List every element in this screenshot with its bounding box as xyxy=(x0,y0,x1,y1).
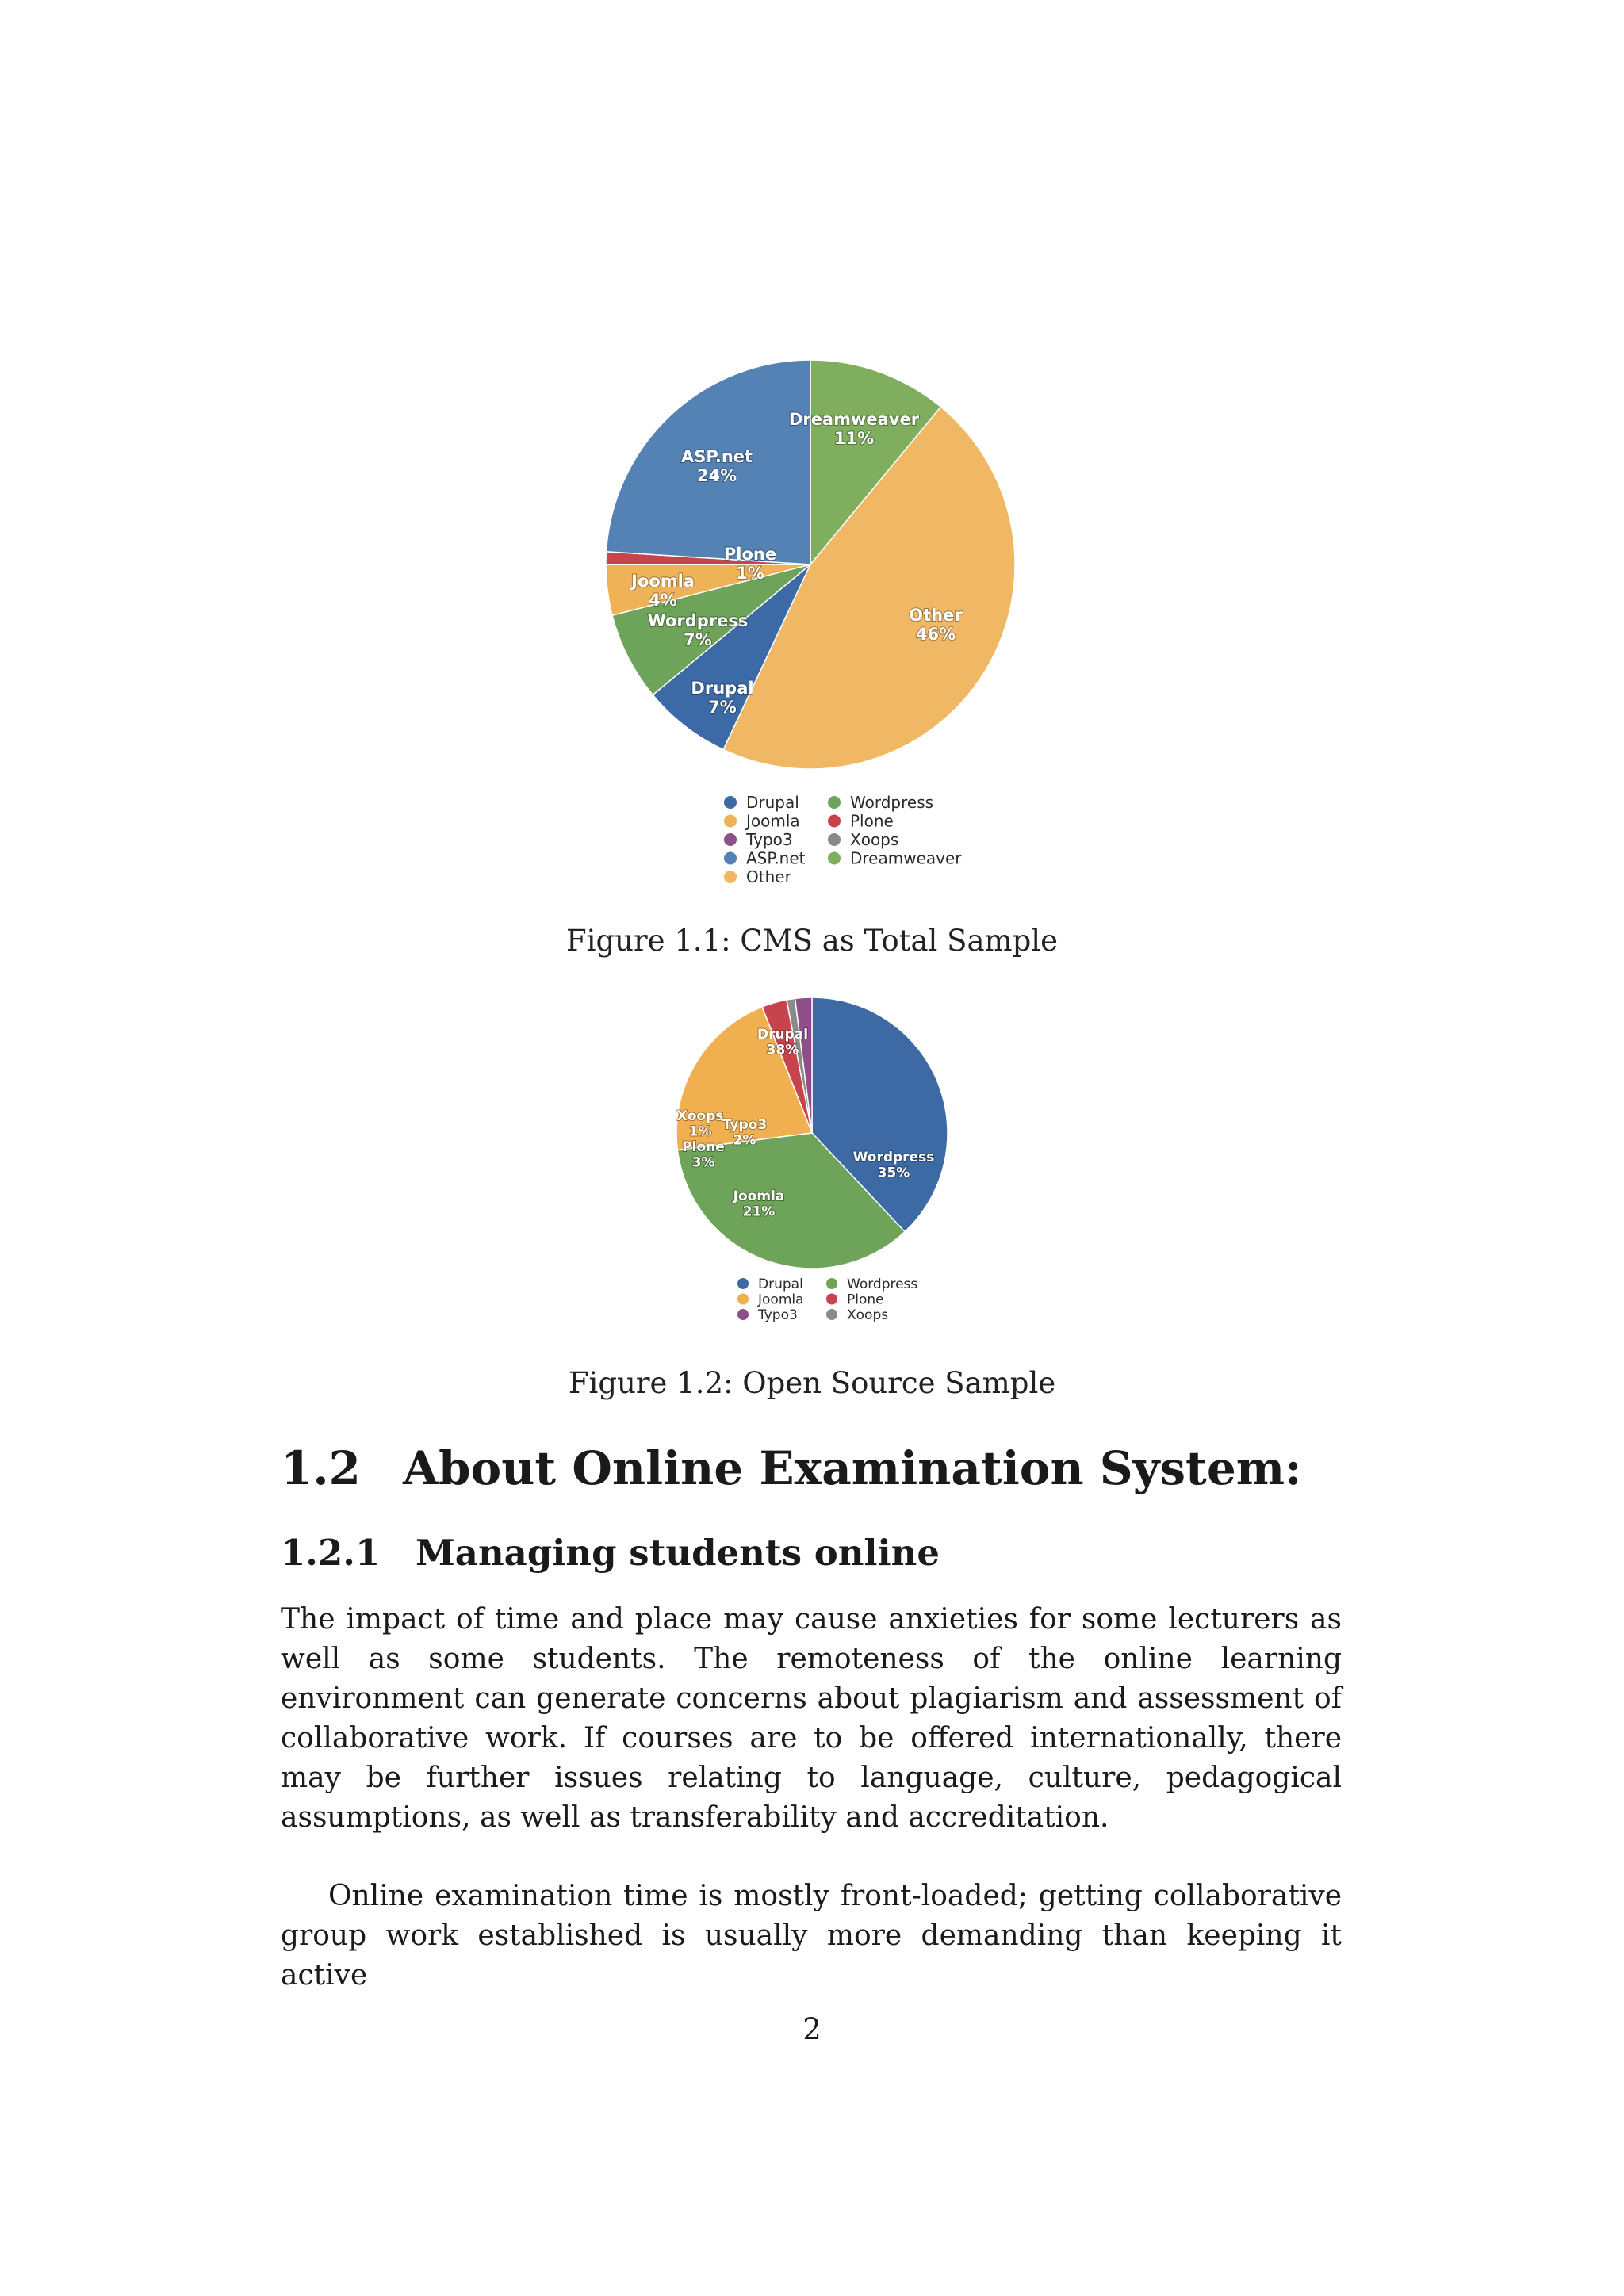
legend-label-plone: Plone xyxy=(847,1292,884,1308)
figure-caption-1: Figure 1.1: CMS as Total Sample xyxy=(565,924,1059,958)
legend-swatch-typo3 xyxy=(737,1309,749,1320)
body-paragraph-2: Online examination time is mostly front-loaded; getting collaborative group work established is usually more demanding than keeping it active xyxy=(281,1880,1342,1992)
slice-label-joomla: Joomla 4% xyxy=(631,572,695,610)
page-number: 2 xyxy=(802,2012,822,2046)
figure-caption-2: Figure 1.2: Open Source Sample xyxy=(568,1366,1056,1400)
legend-swatch-plone xyxy=(826,1294,837,1305)
subsection-title: Managing students online xyxy=(416,1532,940,1574)
slice-label-asp-net: ASP.net 24% xyxy=(680,447,753,486)
section-title: About Online Examination System: xyxy=(403,1441,1302,1495)
legend-label-typo3: Typo3 xyxy=(758,1307,798,1324)
section-heading xyxy=(281,1441,1302,1495)
subsection-heading xyxy=(281,1532,940,1574)
slice-label-plone: Plone 3% xyxy=(682,1139,725,1171)
slice-label-wordpress: Wordpress 35% xyxy=(852,1150,935,1181)
legend-swatch-xoops xyxy=(826,1309,837,1320)
legend-label-asp-net: ASP.net xyxy=(746,848,806,868)
slice-label-wordpress: Wordpress 7% xyxy=(647,611,749,650)
slice-label-typo3: Typo3 2% xyxy=(722,1117,768,1149)
slice-label-drupal: Drupal 7% xyxy=(691,679,754,718)
section-number: 1.2 xyxy=(281,1441,361,1495)
legend-label-joomla: Joomla xyxy=(746,811,800,831)
subsection-number: 1.2.1 xyxy=(281,1532,381,1574)
legend-swatch-drupal xyxy=(737,1278,749,1289)
legend-label-xoops: Xoops xyxy=(847,1307,889,1324)
slice-label-other: Other 46% xyxy=(909,606,963,645)
legend-label-plone: Plone xyxy=(850,811,894,831)
slice-label-xoops: Xoops 1% xyxy=(676,1108,724,1140)
legend-label-wordpress: Wordpress xyxy=(847,1276,918,1293)
legend-label-other: Other xyxy=(746,867,791,887)
legend-swatch-wordpress xyxy=(826,1278,837,1289)
slice-label-dreamweaver: Dreamweaver 11% xyxy=(788,410,920,449)
legend-label-drupal: Drupal xyxy=(758,1276,803,1293)
body-paragraph-1: The impact of time and place may cause anxieties for some lecturers as well as some students. The remoteness of the online learning environment can generate concerns about plagiarism and assessment of collaborative work. If courses are to be offered internationally, there may be further issues relating to language, culture, pedagogical assumptions, as well as transferability and accreditation. xyxy=(281,1603,1342,1834)
slice-label-plone: Plone 1% xyxy=(723,545,777,584)
legend-label-dreamweaver: Dreamweaver xyxy=(850,848,962,868)
legend-label-typo3: Typo3 xyxy=(746,830,793,850)
slice-label-joomla: Joomla 21% xyxy=(733,1188,785,1220)
legend-label-xoops: Xoops xyxy=(850,830,899,850)
legend-label-wordpress: Wordpress xyxy=(850,793,934,813)
legend-label-joomla: Joomla xyxy=(758,1292,804,1308)
legend-label-drupal: Drupal xyxy=(746,793,799,813)
legend-swatch-joomla xyxy=(737,1294,749,1305)
slice-label-drupal: Drupal 38% xyxy=(756,1027,809,1058)
